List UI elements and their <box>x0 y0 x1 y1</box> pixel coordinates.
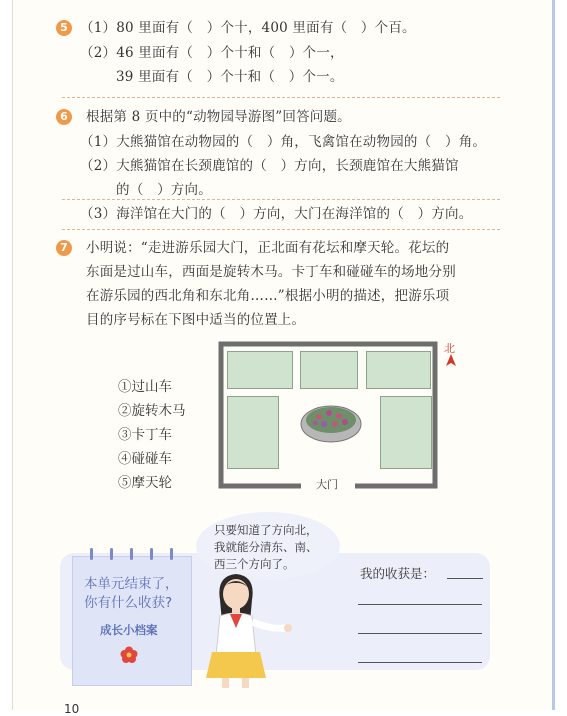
question-5-line-3: 39 里面有（ ）个十和（ ）个一。 <box>116 69 344 85</box>
question-5-badge: 5 <box>56 20 72 36</box>
plot-north[interactable] <box>300 351 358 389</box>
speech-line-3: 西三个方向了。 <box>214 557 295 571</box>
card-title: 成长小档案 <box>100 623 158 637</box>
flower-bed-icon <box>299 400 363 444</box>
legend-item: ②旋转木马 <box>118 403 186 419</box>
answer-line[interactable] <box>358 633 482 634</box>
speech-line-1: 只要知道了方向北， <box>214 523 318 537</box>
question-6-line-1: （1）大熊猫馆在动物园的（ ）角，飞禽馆在动物园的（ ）角。 <box>80 134 487 150</box>
plot-northwest[interactable] <box>227 351 293 389</box>
card-line-2: 你有什么收获? <box>84 595 173 611</box>
question-5-line-1: （1）80 里面有（ ）个十，400 里面有（ ）个百。 <box>80 20 416 36</box>
legend-item: ④碰碰车 <box>118 451 172 467</box>
question-7-para-2: 东面是过山车，西面是旋转木马。卡丁车和碰碰车的场地分别 <box>86 264 456 280</box>
card-ring-icon <box>90 548 93 560</box>
divider <box>62 97 500 98</box>
harvest-label: 我的收获是： <box>360 566 436 581</box>
divider <box>62 199 500 200</box>
question-7-badge: 7 <box>56 240 72 256</box>
card-ring-icon <box>150 548 153 560</box>
amusement-park-map <box>217 340 439 492</box>
page-number: 10 <box>64 702 80 716</box>
plot-northeast[interactable] <box>366 351 431 389</box>
card-ring-icon <box>170 548 173 560</box>
question-7-para-4: 目的序号标在下图中适当的位置上。 <box>86 312 306 328</box>
gate-label: 大门 <box>316 478 338 491</box>
card-ring-icon <box>130 548 133 560</box>
question-6-badge: 6 <box>56 109 72 125</box>
north-arrow-icon <box>446 354 456 366</box>
question-6-line-2: （2）大熊猫馆在长颈鹿馆的（ ）方向，长颈鹿馆在大熊猫馆 <box>80 158 459 174</box>
north-label: 北 <box>444 342 455 355</box>
legend-item: ③卡丁车 <box>118 427 172 443</box>
answer-line[interactable] <box>447 578 483 579</box>
question-6-line-2-cont: 的（ ）方向。 <box>116 182 212 198</box>
girl-illustration <box>202 566 298 688</box>
divider <box>62 229 500 230</box>
card-ring-icon <box>110 548 113 560</box>
card-line-1: 本单元结束了， <box>84 576 179 592</box>
legend-item: ⑤摩天轮 <box>118 475 172 491</box>
question-7-para-3: 在游乐园的西北角和东北角……”根据小明的描述，把游乐项 <box>86 288 450 304</box>
legend-item: ①过山车 <box>118 379 172 395</box>
page-edge-rule <box>552 0 555 710</box>
question-6-title: 根据第 8 页中的“动物园导游图”回答问题。 <box>86 109 351 125</box>
question-5-line-2: （2）46 里面有（ ）个十和（ ）个一， <box>80 45 344 61</box>
question-7-para-1: 小明说：“走进游乐园大门，正北面有花坛和摩天轮。花坛的 <box>86 240 450 256</box>
answer-line[interactable] <box>358 662 482 663</box>
plot-west[interactable] <box>227 396 279 469</box>
plot-east[interactable] <box>380 396 432 469</box>
answer-line[interactable] <box>358 604 482 605</box>
question-6-line-3: （3）海洋馆在大门的（ ）方向，大门在海洋馆的（ ）方向。 <box>80 206 473 222</box>
speech-line-2: 我就能分清东、南、 <box>214 540 318 554</box>
flower-icon <box>120 646 138 664</box>
